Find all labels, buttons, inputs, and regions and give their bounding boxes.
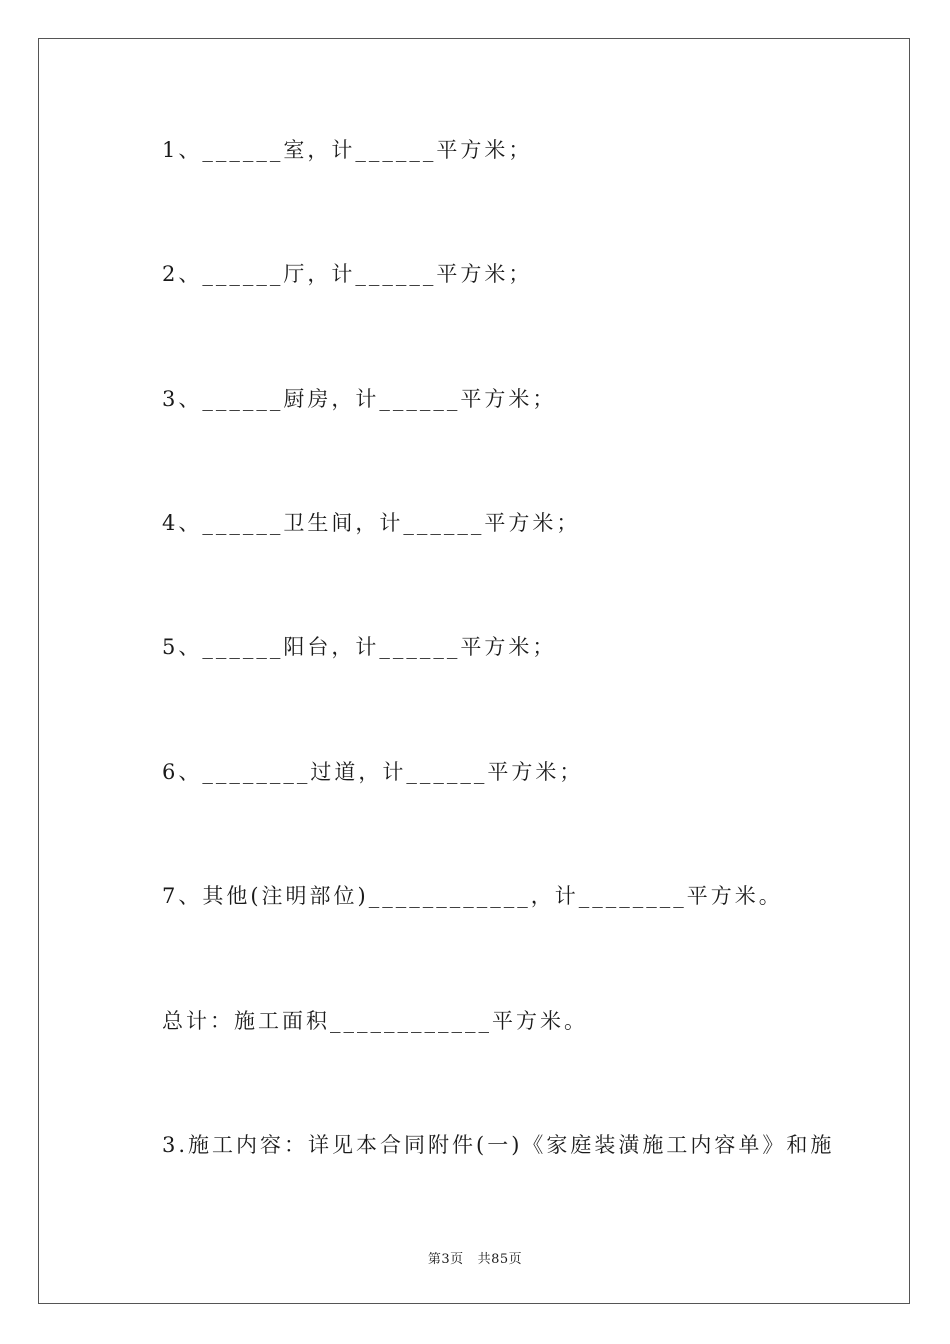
page-footer (0, 1248, 950, 1267)
construction-content-line: 3.施工内容：详见本合同附件(一)《家庭装潢施工内容单》和施 (162, 1133, 835, 1157)
item-other-line: 7、其他(注明部位)____________，计________平方米。 (162, 884, 783, 908)
item-kitchen-line: 3、______厨房，计______平方米； (162, 387, 557, 411)
total-area-line: 总计：施工面积____________平方米。 (162, 1009, 588, 1033)
page-border (38, 38, 910, 1304)
page-number-total: 共85页 (477, 1252, 523, 1267)
page-number-current: 第3页 (427, 1252, 464, 1267)
item-balcony-line: 5、______阳台，计______平方米； (162, 635, 557, 659)
item-bathroom-line: 4、______卫生间，计______平方米； (162, 511, 581, 535)
item-hall-line: 2、______厅，计______平方米； (162, 262, 533, 286)
item-corridor-line: 6、________过道，计______平方米； (162, 760, 584, 784)
item-room-line: 1、______室，计______平方米； (162, 138, 533, 162)
